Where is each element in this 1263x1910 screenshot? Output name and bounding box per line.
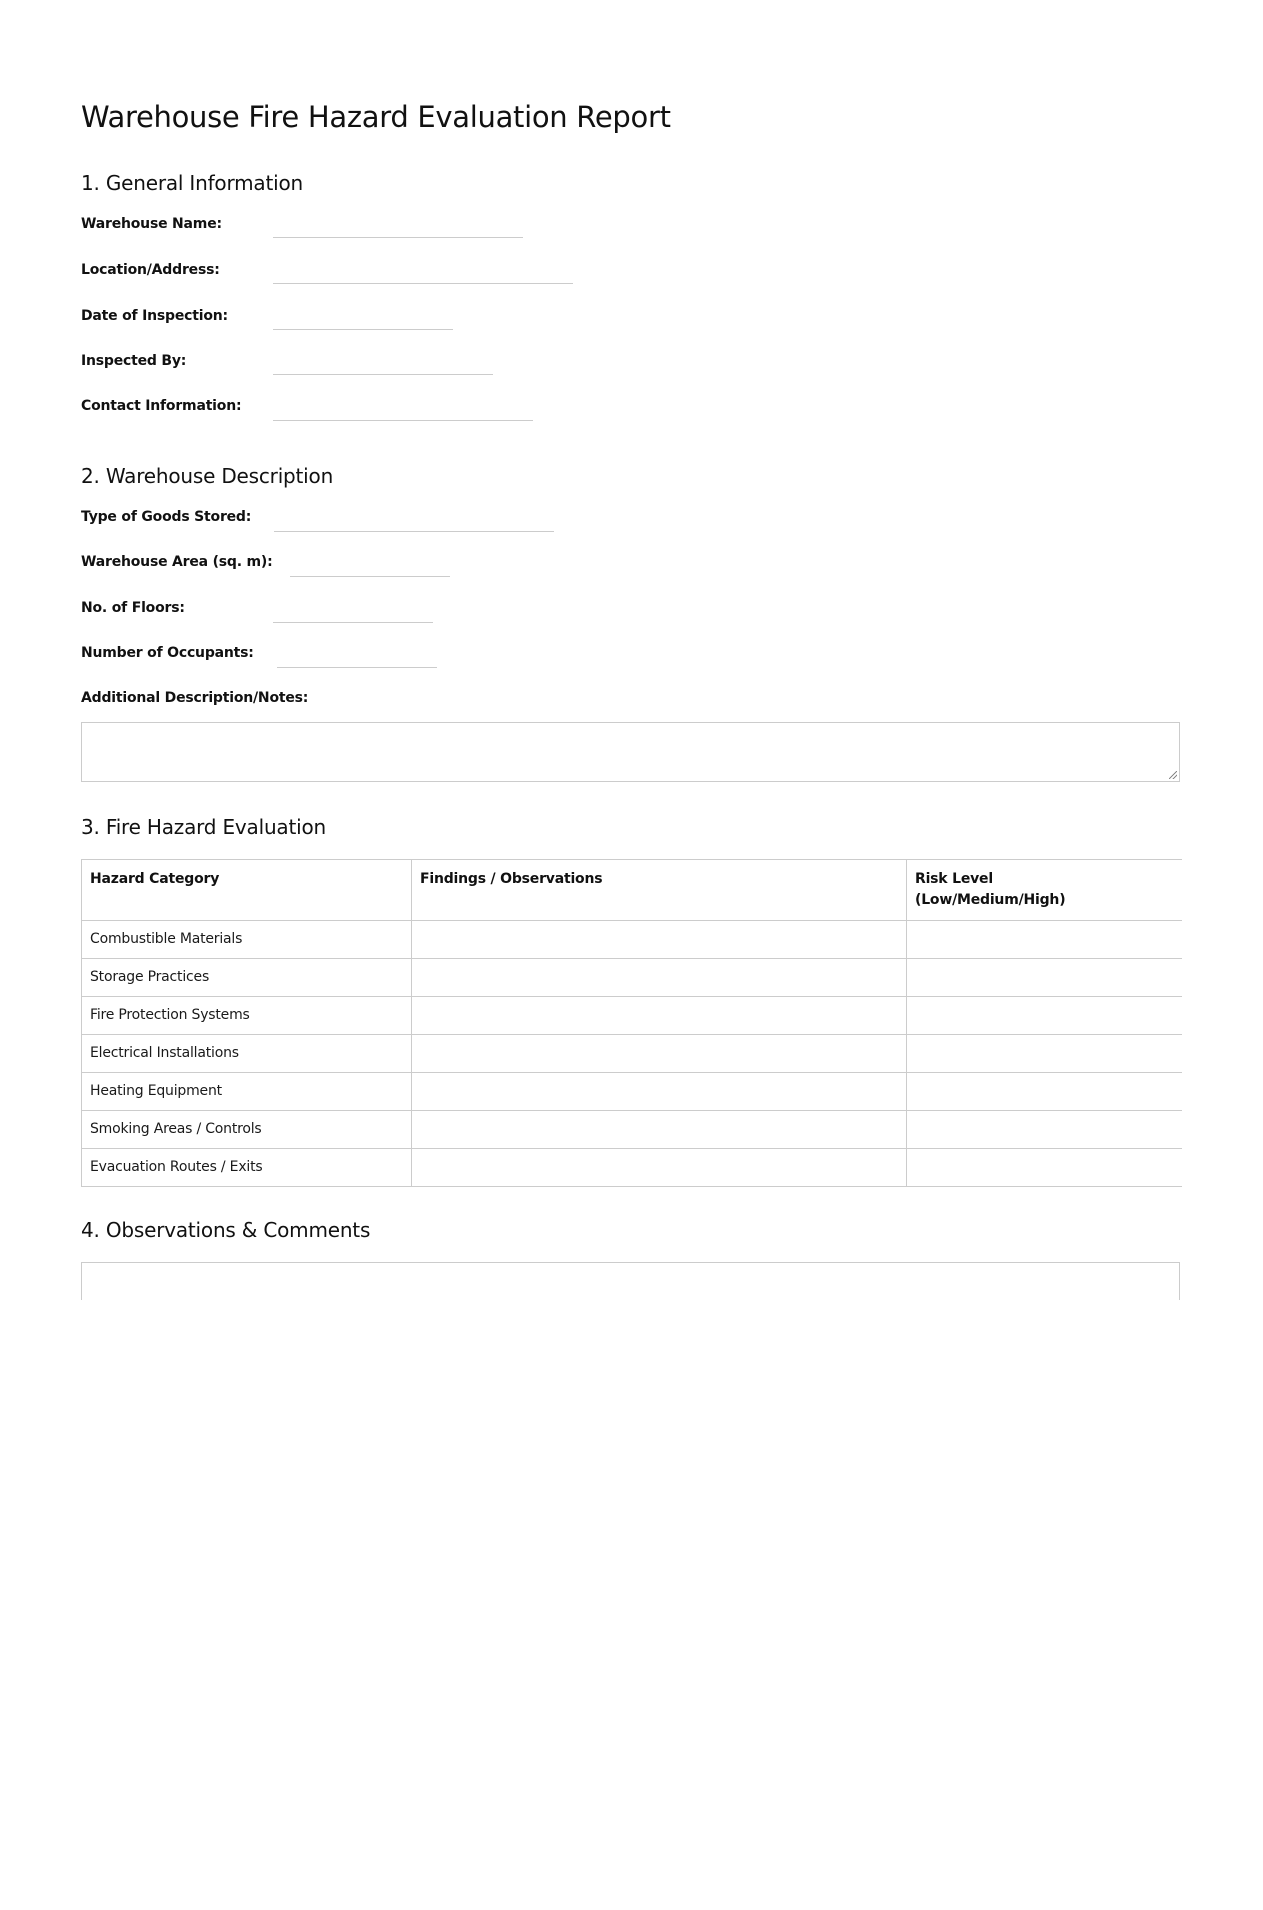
contact-information-label: Contact Information:	[81, 398, 242, 414]
column-header-findings: Findings / Observations	[412, 860, 907, 921]
inspected-by-label: Inspected By:	[81, 353, 187, 369]
table-row	[82, 1149, 1183, 1187]
table-header-row	[82, 860, 1183, 921]
findings-cell[interactable]	[412, 1149, 907, 1187]
additional-notes-textarea[interactable]	[81, 722, 1180, 782]
findings-cell[interactable]	[412, 1035, 907, 1073]
report-page	[81, 0, 1182, 1300]
resize-grip-icon[interactable]	[1169, 771, 1177, 779]
section-heading-warehouse-description: 2. Warehouse Description	[81, 464, 334, 488]
table-row	[82, 1073, 1183, 1111]
findings-cell[interactable]	[412, 1073, 907, 1111]
risk-level-cell[interactable]	[907, 1073, 1183, 1111]
table-row	[82, 997, 1183, 1035]
risk-level-title: Risk Level	[915, 871, 993, 887]
section-heading-observations-comments: 4. Observations & Comments	[81, 1218, 371, 1242]
hazard-category-cell: Combustible Materials	[82, 921, 412, 959]
location-address-label: Location/Address:	[81, 262, 220, 278]
risk-level-cell[interactable]	[907, 1111, 1183, 1149]
table-row	[82, 959, 1183, 997]
risk-level-cell[interactable]	[907, 1035, 1183, 1073]
section-heading-general-information: 1. General Information	[81, 171, 303, 195]
date-of-inspection-label: Date of Inspection:	[81, 308, 228, 324]
type-of-goods-label: Type of Goods Stored:	[81, 509, 252, 525]
section-heading-fire-hazard-evaluation: 3. Fire Hazard Evaluation	[81, 815, 326, 839]
findings-cell[interactable]	[412, 1111, 907, 1149]
hazard-category-cell: Storage Practices	[82, 959, 412, 997]
observations-comments-textarea[interactable]	[81, 1262, 1180, 1300]
warehouse-area-input[interactable]	[290, 556, 450, 577]
risk-level-cell[interactable]	[907, 1149, 1183, 1187]
risk-level-cell[interactable]	[907, 997, 1183, 1035]
findings-cell[interactable]	[412, 959, 907, 997]
column-header-hazard-category: Hazard Category	[82, 860, 412, 921]
inspected-by-input[interactable]	[273, 354, 493, 375]
type-of-goods-input[interactable]	[274, 511, 554, 532]
hazard-category-cell: Heating Equipment	[82, 1073, 412, 1111]
additional-notes-label: Additional Description/Notes:	[81, 690, 309, 706]
hazard-category-cell: Smoking Areas / Controls	[82, 1111, 412, 1149]
findings-cell[interactable]	[412, 997, 907, 1035]
contact-information-input[interactable]	[273, 400, 533, 421]
number-of-occupants-input[interactable]	[277, 647, 437, 668]
hazard-category-cell: Evacuation Routes / Exits	[82, 1149, 412, 1187]
risk-level-cell[interactable]	[907, 921, 1183, 959]
column-header-risk-level	[907, 860, 1183, 921]
location-address-input[interactable]	[273, 263, 573, 284]
hazard-evaluation-table	[81, 859, 1182, 1187]
hazard-category-cell: Fire Protection Systems	[82, 997, 412, 1035]
risk-level-options: (Low/Medium/High)	[915, 892, 1066, 908]
hazard-category-cell: Electrical Installations	[82, 1035, 412, 1073]
no-of-floors-label: No. of Floors:	[81, 600, 185, 616]
number-of-occupants-label: Number of Occupants:	[81, 645, 254, 661]
no-of-floors-input[interactable]	[273, 602, 433, 623]
findings-cell[interactable]	[412, 921, 907, 959]
table-row	[82, 921, 1183, 959]
table-row	[82, 1035, 1183, 1073]
table-row	[82, 1111, 1183, 1149]
warehouse-area-label: Warehouse Area (sq. m):	[81, 554, 273, 570]
warehouse-name-input[interactable]	[273, 217, 523, 238]
report-title: Warehouse Fire Hazard Evaluation Report	[81, 100, 671, 134]
risk-level-cell[interactable]	[907, 959, 1183, 997]
warehouse-name-label: Warehouse Name:	[81, 216, 222, 232]
date-of-inspection-input[interactable]	[273, 309, 453, 330]
